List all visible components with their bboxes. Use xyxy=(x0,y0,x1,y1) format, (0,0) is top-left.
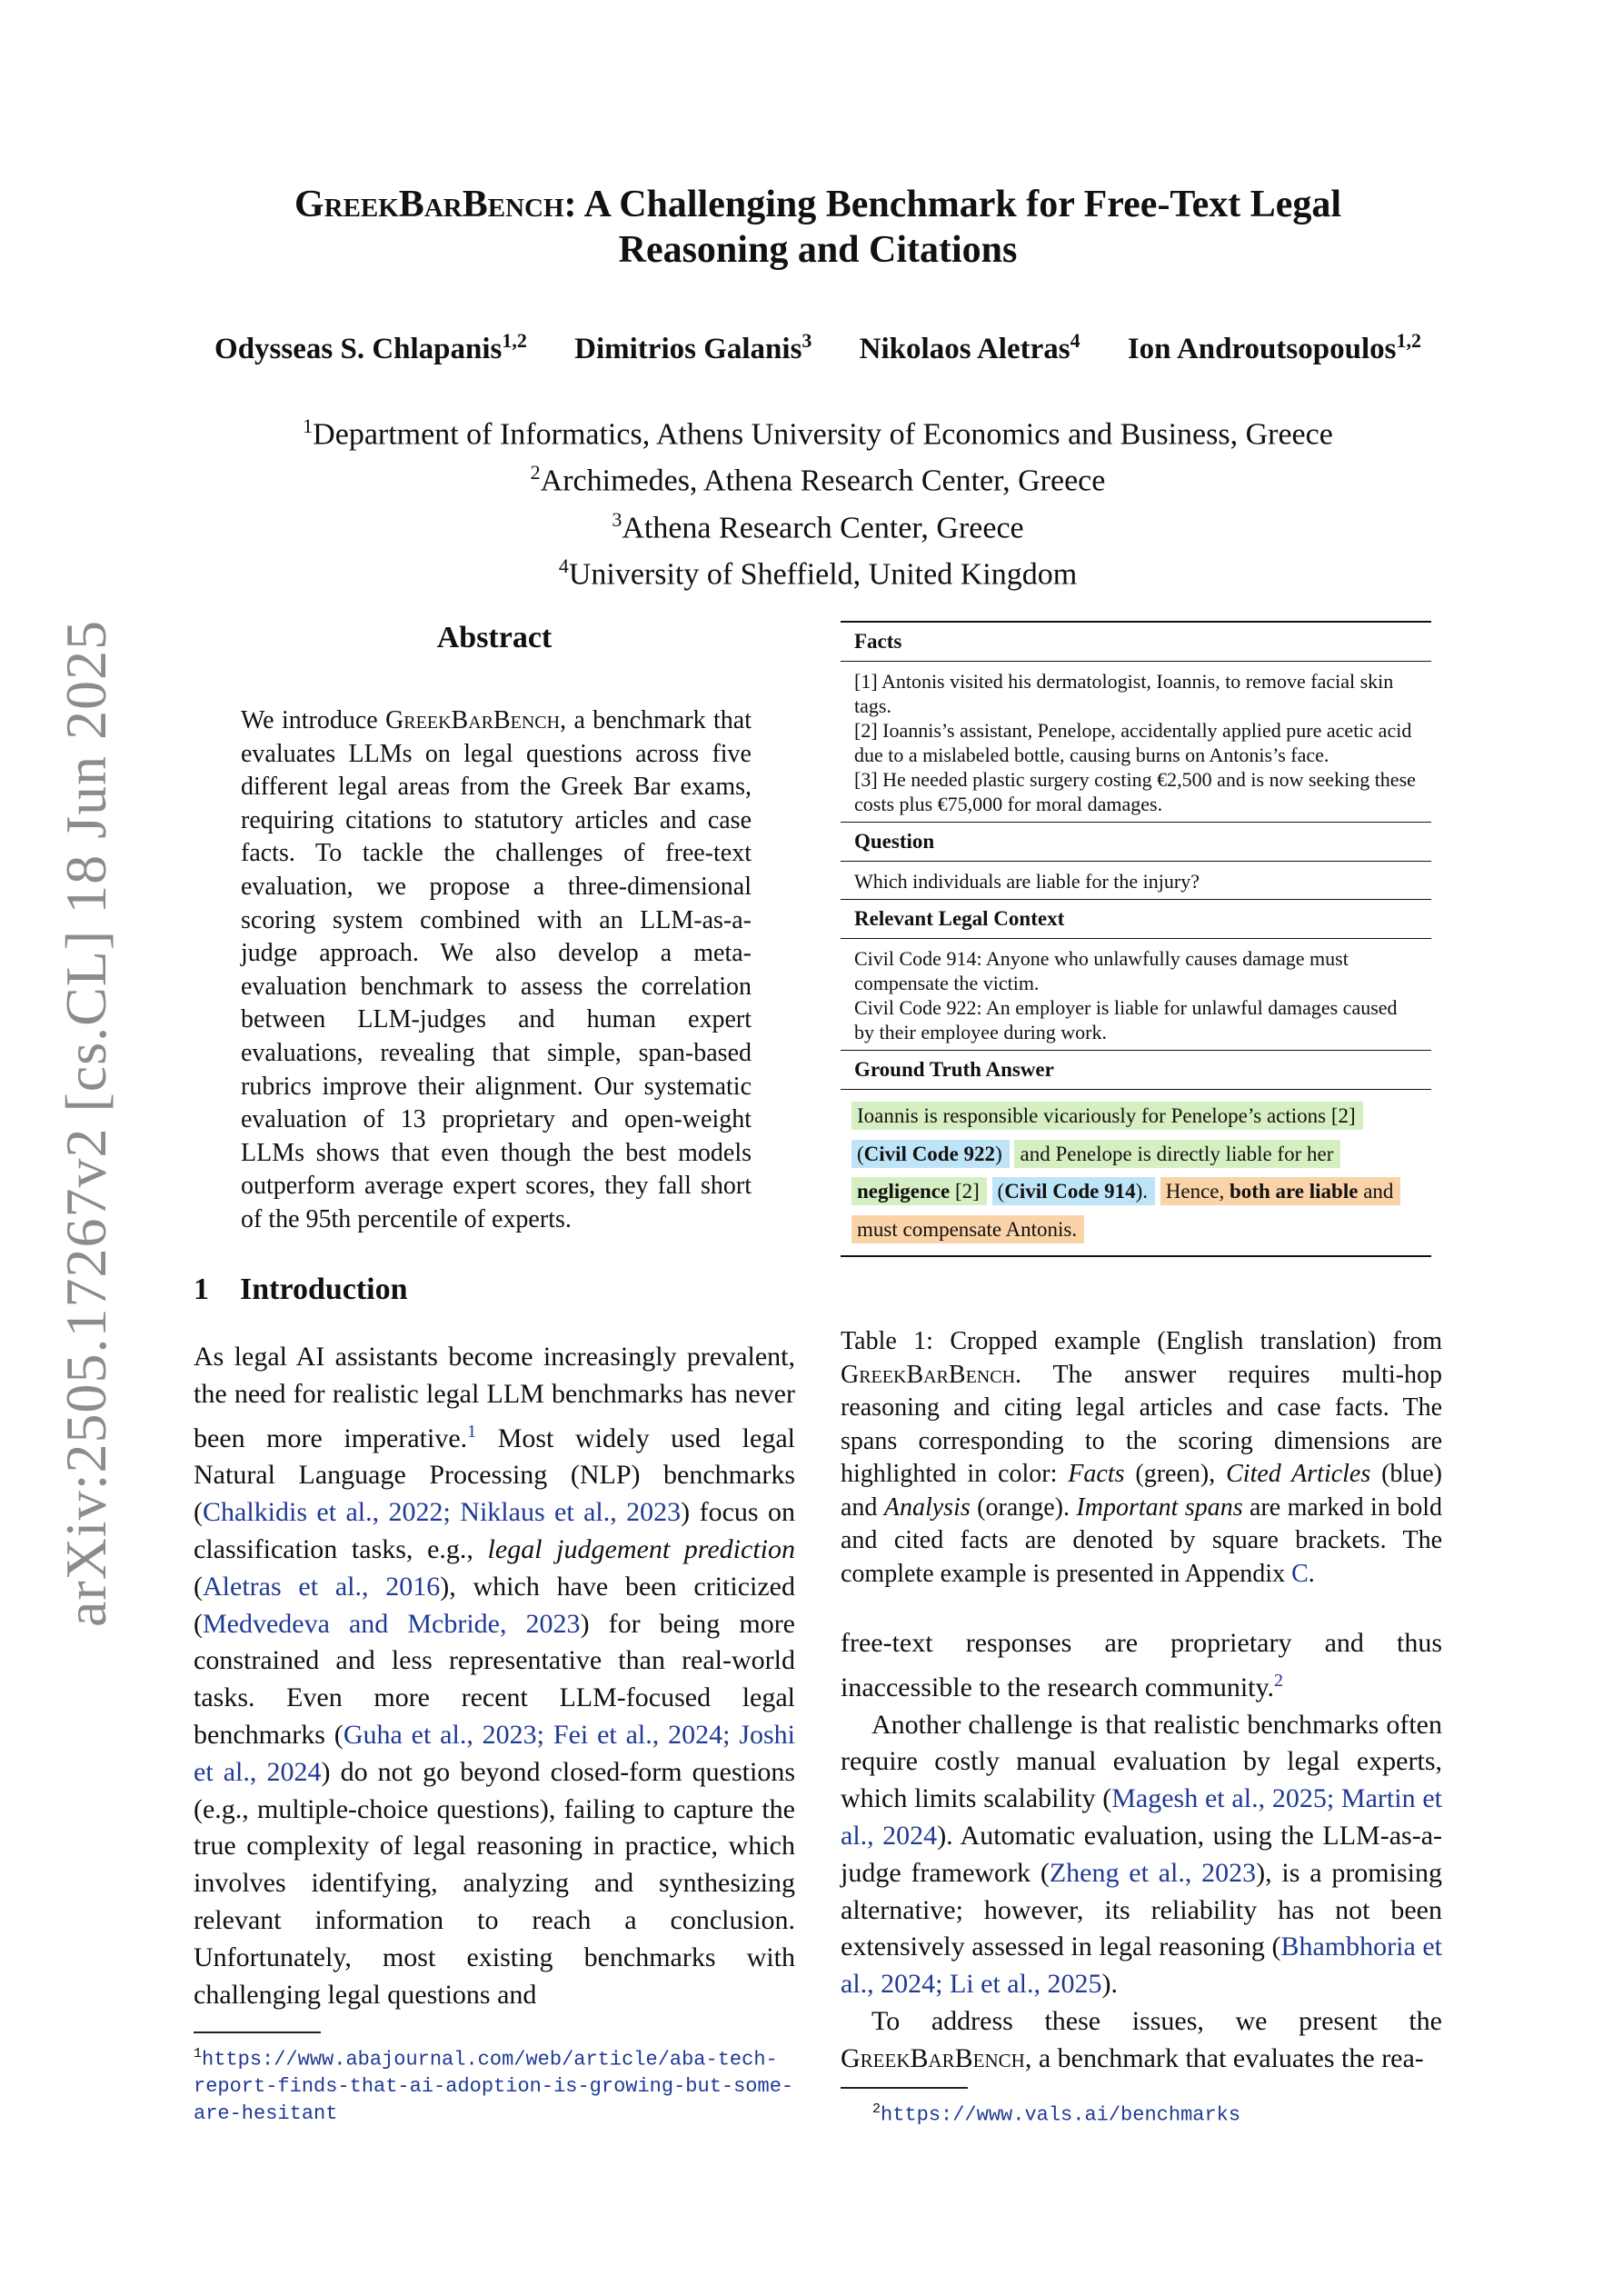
footnote-2: $^2$https://www.vals.ai/benchmarks xyxy=(872,2101,1241,2127)
context-item: Civil Code 922: An employer is liable for unlawful damages caused by their employee during work. xyxy=(854,996,1398,1043)
benchmark-name: GreekBarBench xyxy=(294,184,564,225)
citation-link[interactable]: Aletras et al., 2016 xyxy=(203,1571,441,1602)
analysis-span: Hence, both are liable and must compensate Antonis. xyxy=(851,1177,1400,1243)
footnote-ref-1[interactable]: 1 xyxy=(467,1421,477,1442)
title-line2: Reasoning and Citations xyxy=(618,229,1018,271)
affiliation: $^1$Department of Informatics, Athens University of Economics and Business, Greece xyxy=(303,414,1333,452)
facts-span: and Penelope is directly liable for her negligence [2] xyxy=(851,1140,1340,1206)
paragraph: To address these issues, we present the GreekBarBench, a benchmark that evaluates the rea- xyxy=(841,2005,1442,2073)
citation-link[interactable]: Guha et al., 2023; Fei et al., 2024; Joshi et al., 2024 xyxy=(194,1719,796,1787)
example-table xyxy=(841,621,1431,1257)
table-head-question: Question xyxy=(841,823,1431,862)
affiliation: $^4$University of Sheffield, United Kingdom xyxy=(558,554,1078,592)
footnote-divider xyxy=(841,2087,968,2089)
citation-link[interactable]: Medvedeva and Mcbride, 2023 xyxy=(203,1608,581,1639)
footnote-divider xyxy=(194,2031,321,2033)
author: Ion Androutsopoulos$^{1,2}$ xyxy=(1127,329,1421,365)
author: Dimitrios Galanis$^3$ xyxy=(574,329,812,365)
cited-article-span: (Civil Code 914). xyxy=(992,1177,1155,1205)
footnote-1: $^1$https://www.abajournal.com/web/article/aba-tech-report-finds-that-ai-adoption-is-growing-but-some-are-hesitant xyxy=(194,2046,794,2126)
table-facts xyxy=(841,662,1431,823)
fact-item: [3] He needed plastic surgery costing €2,500 and is now seeking these costs plus €75,000 for moral damages. xyxy=(854,768,1416,815)
footnote-ref-2[interactable]: 2 xyxy=(1274,1670,1284,1691)
table-caption: Table 1: Cropped example (English translation) from GreekBarBench. The answer requires multi-hop reasoning and citing legal articles and case facts. The spans corresponding to the scoring dimensions are highlighted in color: Facts (green), Cited Articles (blue) and Analysis (orange). Important spans are marked in bold and cited facts are denoted by square brackets. The complete example is presented in Appendix C. xyxy=(841,1327,1443,1588)
author: Nikolaos Aletras$^4$ xyxy=(859,329,1080,365)
context-item: Civil Code 914: Anyone who unlawfully causes damage must compensate the victim. xyxy=(854,947,1349,994)
affiliation-list xyxy=(164,407,1472,594)
table-head-answer: Ground Truth Answer xyxy=(841,1051,1431,1090)
right-column-text xyxy=(841,1625,1442,2078)
title-line1: : A Challenging Benchmark for Free-Text Legal xyxy=(563,184,1342,225)
citation-link[interactable]: Zheng et al., 2023 xyxy=(1049,1857,1257,1888)
table-head-facts: Facts xyxy=(841,623,1431,662)
abstract-heading: Abstract xyxy=(436,621,553,654)
footnote-url-link[interactable]: https://www.vals.ai/benchmarks xyxy=(881,2103,1241,2127)
author-list xyxy=(91,329,1545,366)
citation-link[interactable]: Chalkidis et al., 2022; Niklaus et al., 2023 xyxy=(203,1497,682,1528)
section-heading-introduction: 1 Introduction xyxy=(194,1273,408,1306)
table-question: Which individuals are liable for the injury? xyxy=(841,862,1431,900)
cited-article-span: (Civil Code 922) xyxy=(851,1140,1010,1168)
table-head-context: Relevant Legal Context xyxy=(841,900,1431,939)
paragraph: free-text responses are proprietary and thus inaccessible to the research community.$^2$ xyxy=(841,1628,1442,1702)
citation-link[interactable]: Bhambhoria et al., 2024; Li et al., 2025 xyxy=(841,1932,1443,2000)
paragraph: Another challenge is that realistic benchmarks often require costly manual evaluation by legal experts, which limits scalability (Magesh et al., 2025; Martin et al., 2024). Automatic evaluation, using the LLM-as-a-judge framework (Zheng et al., 2023), is a promising alternative; however, its reliability has not been extensively assessed in legal reasoning (Bhambhoria et al., 2024; Li et al., 2025). xyxy=(841,1709,1443,2000)
introduction-text: As legal AI assistants become increasingly prevalent, the need for realistic legal LLM benchmarks has never been more imperative.$^1$ Most widely used legal Natural Language Processing (NLP) benchmarks (Chalkidis et al., 2022; Niklaus et al., 2023) focus on classification tasks, e.g., legal judgement prediction (Aletras et al., 2016), which have been criticized (Medvedeva and Mcbride, 2023) for being more constrained and less representative than real-world tasks. Even more recent LLM-focused legal benchmarks (Guha et al., 2023; Fei et al., 2024; Joshi et al., 2024) do not go beyond closed-form questions (e.g., multiple-choice questions), failing to capture the true complexity of legal reasoning in practice, which involves identifying, analyzing and synthesizing relevant information to reach a conclusion. Unfortunately, most existing benchmarks with challenging legal questions and xyxy=(194,1342,796,2010)
appendix-link[interactable]: C xyxy=(1291,1559,1309,1588)
author: Odysseas S. Chlapanis$^{1,2}$ xyxy=(214,329,527,365)
citation-link[interactable]: Magesh et al., 2025; Martin et al., 2024 xyxy=(841,1783,1442,1851)
fact-item: [2] Ioannis’s assistant, Penelope, accidentally applied pure acetic acid due to a mislabeled bottle, causing burns on Antonis’s face. xyxy=(854,719,1412,766)
arxiv-identifier: arXiv:2505.17267v2 [cs.CL] 18 Jun 2025 xyxy=(54,619,118,1627)
fact-item: [1] Antonis visited his dermatologist, Ioannis, to remove facial skin tags. xyxy=(854,670,1394,717)
facts-span: Ioannis is responsible vicariously for Penelope’s actions [2] xyxy=(851,1102,1363,1130)
table-context xyxy=(841,939,1431,1051)
ground-truth-answer xyxy=(841,1090,1431,1257)
affiliation: $^3$Athena Research Center, Greece xyxy=(612,507,1024,544)
footnote-url-link[interactable]: https://www.abajournal.com/web/article/aba-tech-report-finds-that-ai-adoption-is-growing-but-some-are-hesitant xyxy=(194,2048,794,2126)
affiliation: $^2$Archimedes, Athena Research Center, Greece xyxy=(530,461,1106,498)
paper-title xyxy=(164,182,1472,273)
abstract-text: We introduce GreekBarBench, a benchmark that evaluates LLMs on legal questions across five different legal areas from the Greek Bar exams, requiring citations to statutory articles and case facts. To tackle the challenges of free-text evaluation, we propose a three-dimensional scoring system combined with an LLM-as-a-judge approach. We also develop a meta-evaluation benchmark to assess the correlation between LLM-judges and human expert evaluations, revealing that simple, span-based rubrics improve their alignment. Our systematic evaluation of 13 proprietary and open-weight LLMs shows that even though the best models outperform average expert scores, they fall short of the 95th percentile of experts. xyxy=(241,706,752,1233)
